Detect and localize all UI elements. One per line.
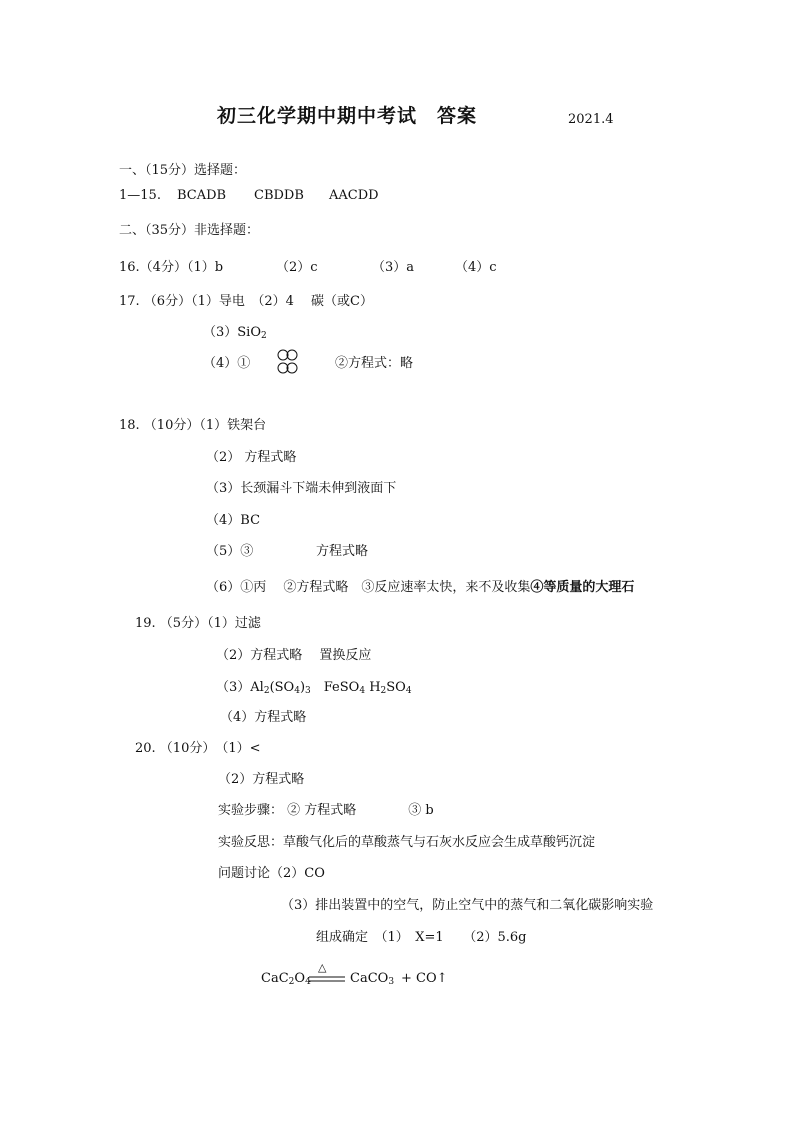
q19-label: 19. （5分）（1）过滤 xyxy=(135,616,261,631)
q20-reflection: 实验反思：草酸气化后的草酸蒸气与石灰水反应会生成草酸钙沉淀 xyxy=(218,835,596,850)
q18-part2: （2） 方程式略 xyxy=(206,450,297,465)
q17-part4-answer: ②方程式：略 xyxy=(335,356,414,371)
q18-part4: （4）BC xyxy=(206,513,261,528)
section1-heading: 一、（15分）选择题： xyxy=(119,163,247,178)
q19-part3: $(3)Al_2(SO_4)_3$ FeSO$_4$ $H_2SO_4$ xyxy=(216,680,412,696)
molecule-diagram-icon xyxy=(276,347,300,377)
heat-condition-icon: △ xyxy=(318,961,327,974)
q18-part6: （6）①丙 ②方程式略 ③反应速率太快，来不及收集④等质量的大理石 xyxy=(206,580,635,595)
equation-reactant: $CaC_2O_4$ xyxy=(261,971,311,987)
q20-steps: 实验步骤： ② 方程式略 ③ b xyxy=(218,803,434,818)
q20-composition: 组成确定 （1） X=1 （2）5.6g xyxy=(316,930,527,945)
q18-label: 18. （10分）（1）铁架台 xyxy=(119,418,267,433)
choice-group-3: AACDD xyxy=(329,188,379,203)
q18-part5b: 方程式略 xyxy=(316,544,369,559)
q19-part2: （2）方程式略 置换反应 xyxy=(216,648,372,663)
q20-discussion: 问题讨论（2）CO xyxy=(218,866,325,881)
q20-label: 20. （10分） （1）< xyxy=(135,741,261,756)
exam-date: 2021.4 xyxy=(568,112,614,127)
q17-label: 17. （6分）（1）导电 （2）4 碳（或C） xyxy=(119,294,373,309)
q16-part3: （3）a xyxy=(372,260,415,275)
page-title: 初三化学期中期中考试 答案 xyxy=(217,105,478,127)
choice-range: 1—15. xyxy=(119,188,161,203)
q20-part3: （3）排出装置中的空气，防止空气中的蒸气和二氧化碳影响实验 xyxy=(281,898,654,913)
q17-part3: （3）SiO$_2$ xyxy=(203,325,267,341)
choice-group-2: CBDDB xyxy=(254,188,304,203)
q17-part4-label: （4）① xyxy=(203,356,251,371)
q20-part2: （2）方程式略 xyxy=(218,772,305,787)
q19-part4: （4）方程式略 xyxy=(220,710,307,725)
q18-part3: （3）长颈漏斗下端未伸到液面下 xyxy=(206,481,397,496)
q16-label: 16.（4分）（1）b xyxy=(119,260,224,275)
q16-part2: （2）c xyxy=(276,260,318,275)
equation-product-1: CaCO$_3$ xyxy=(350,971,395,987)
section2-heading: 二、（35分）非选择题： xyxy=(119,223,260,238)
q16-part4: （4）c xyxy=(455,260,497,275)
equation-product-2: + CO↑ xyxy=(401,971,448,986)
q18-part5a: （5）③ xyxy=(206,544,254,559)
choice-group-1: BCADB xyxy=(177,188,227,203)
equation-equals-sign xyxy=(309,975,345,983)
